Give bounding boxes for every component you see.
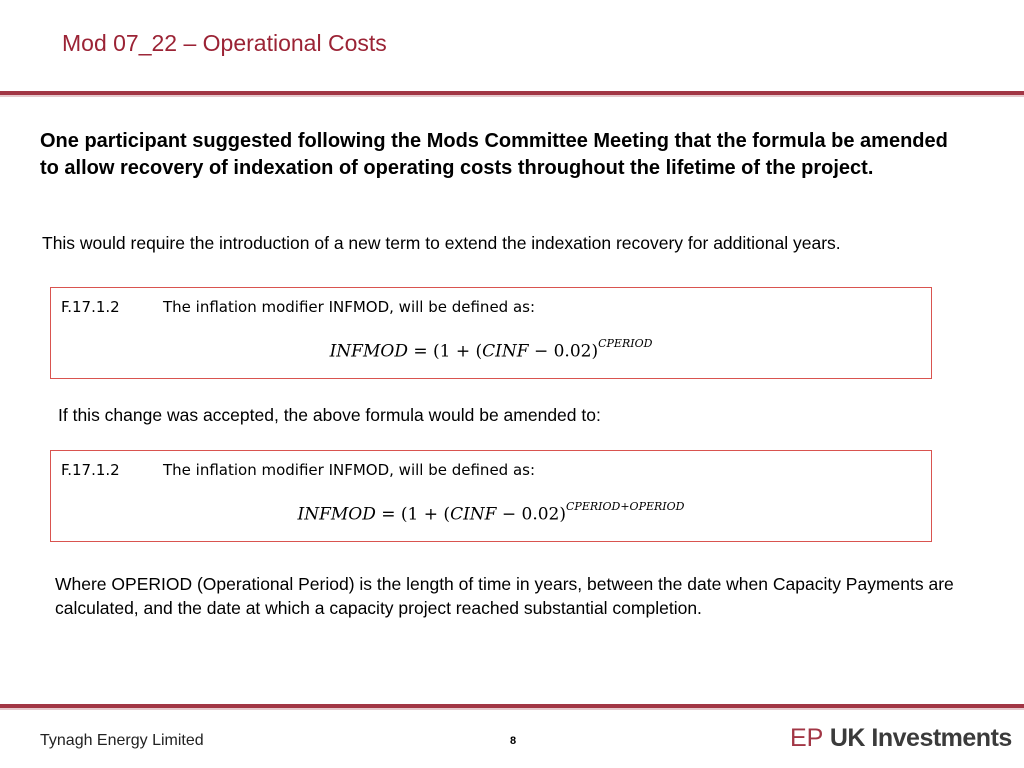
intro-paragraph: This would require the introduction of a new term to extend the indexation recovery for additional years.	[42, 233, 841, 253]
header-divider-shadow	[0, 95, 1024, 97]
formula-operator: = (1 + (	[375, 504, 451, 525]
formula-equation	[51, 337, 931, 362]
formula-operator: = (1 + (	[407, 341, 483, 362]
formula-exponent: CPERIOD+OPERIOD	[566, 500, 685, 513]
logo-text: UK Investments	[829, 724, 1012, 752]
change-paragraph: If this change was accepted, the above formula would be amended to:	[58, 405, 601, 425]
page-number: 8	[510, 735, 517, 747]
formula-box-amended	[50, 450, 932, 542]
formula-lhs: INFMOD	[297, 504, 376, 525]
lead-statement: One participant suggested following the Mods Committee Meeting that the formula be amended to allow recovery of indexation of operating costs throughout the lifetime of the project.	[40, 130, 948, 179]
formula-exponent: CPERIOD	[598, 337, 653, 350]
logo-ep: EP	[790, 724, 823, 752]
formula-variable: CINF	[482, 341, 529, 362]
slide-title: Mod 07_22 – Operational Costs	[62, 30, 387, 56]
formula-tail: − 0.02)	[496, 504, 567, 525]
formula-tail: − 0.02)	[528, 341, 599, 362]
footer-company: Tynagh Energy Limited	[40, 732, 204, 749]
footer-divider-shadow	[0, 708, 1024, 710]
formula-lhs: INFMOD	[329, 341, 408, 362]
definition-paragraph: Where OPERIOD (Operational Period) is the length of time in years, between the date when Capacity Payments are calculated, and the date at which a capacity project reached substantial completion.	[55, 574, 954, 618]
company-logo	[790, 724, 1012, 753]
clause-number: F.17.1.2	[61, 298, 120, 316]
formula-equation	[51, 500, 931, 525]
clause-text: The inflation modifier INFMOD, will be defined as:	[163, 298, 536, 316]
formula-variable: CINF	[450, 504, 497, 525]
formula-box-original	[50, 287, 932, 379]
clause-number: F.17.1.2	[61, 461, 120, 479]
clause-text: The inflation modifier INFMOD, will be defined as:	[163, 461, 536, 479]
